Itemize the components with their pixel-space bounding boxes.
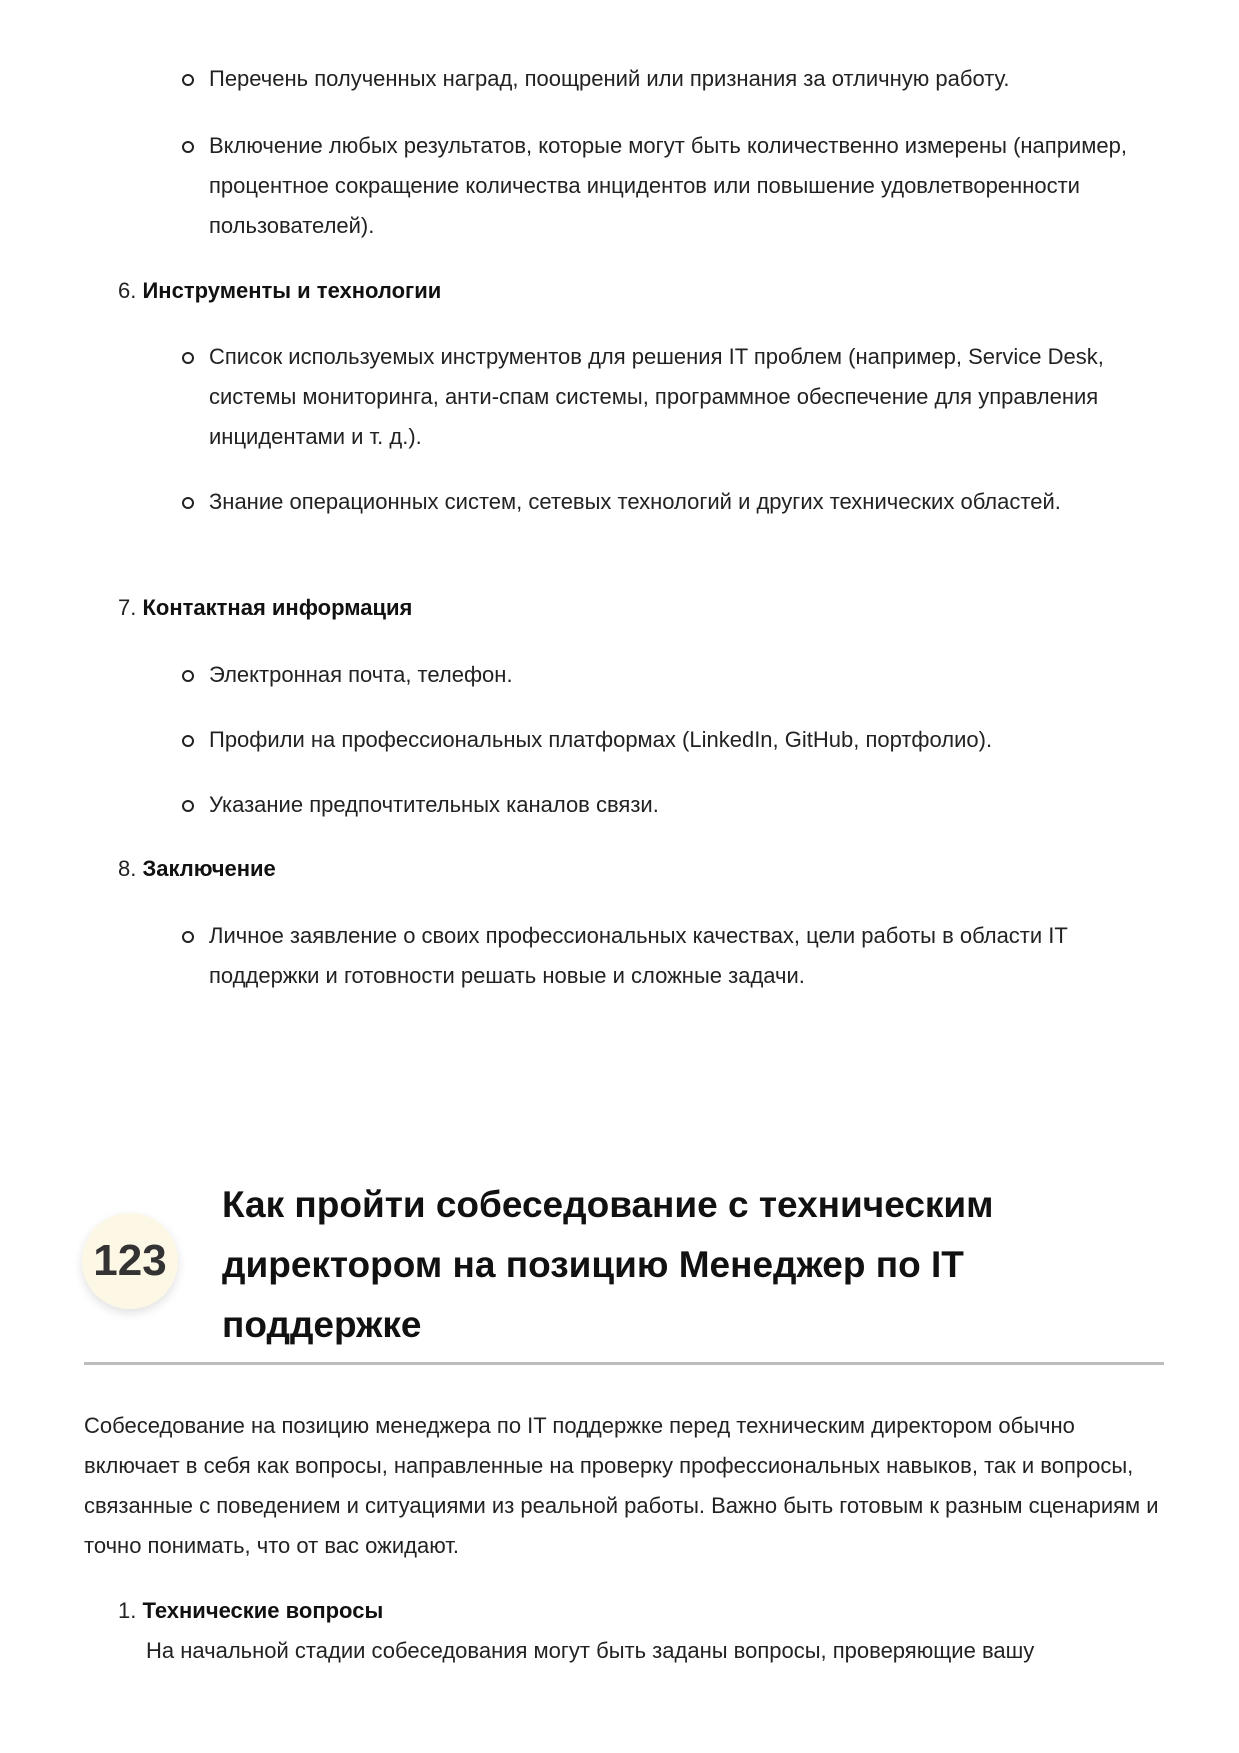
list-item: Знание операционных систем, сетевых технологий и других технических областей. (209, 482, 1169, 522)
item-title: Технические вопросы (142, 1598, 384, 1623)
list-item: Список используемых инструментов для решения IT проблем (например, Service Desk, системы мониторинга, анти-спам системы, программное обеспечение для управления инцидентами и т. д.). (209, 337, 1169, 457)
divider (84, 1362, 1164, 1365)
numbered-heading (118, 588, 412, 628)
list-item: Включение любых результатов, которые могут быть количественно измерены (например, процентное сокращение количества инцидентов или повышение удовлетворенности пользователей). (209, 126, 1169, 246)
section-title: Как пройти собеседование с техническим директором на позицию Менеджер по IT поддержке (222, 1184, 994, 1345)
numbered-heading (118, 271, 441, 311)
item-title: Инструменты и технологии (142, 278, 442, 303)
item-number: 7. (118, 595, 137, 620)
list-item: Личное заявление о своих профессиональных качествах, цели работы в области IT поддержки и готовности решать новые и сложные задачи. (209, 916, 1169, 996)
intro-paragraph: Собеседование на позицию менеджера по IT поддержке перед техническим директором обычно включает в себя как вопросы, направленные на проверку профессиональных навыков, так и вопросы, связанные с поведением и ситуациями из реальной работы. Важно быть готовым к разным сценариям и точно понимать, что от вас ожидают. (84, 1413, 1159, 1558)
list-item: Электронная почта, телефон. (209, 655, 1169, 695)
item-number: 1. (118, 1598, 137, 1623)
list-item: Указание предпочтительных каналов связи. (209, 785, 1169, 825)
item-title: Заключение (142, 856, 276, 881)
section-number-badge: 123 (82, 1213, 178, 1309)
item-number: 6. (118, 278, 137, 303)
item-number: 8. (118, 856, 137, 881)
list-item: Профили на профессиональных платформах (LinkedIn, GitHub, портфолио). (209, 720, 1169, 760)
item-text: На начальной стадии собеседования могут быть заданы вопросы, проверяющие вашу (146, 1638, 1035, 1663)
item-title: Контактная информация (142, 595, 413, 620)
numbered-heading (118, 1591, 383, 1631)
list-item: Перечень полученных наград, поощрений или признания за отличную работу. (209, 59, 1169, 99)
numbered-heading (118, 849, 276, 889)
